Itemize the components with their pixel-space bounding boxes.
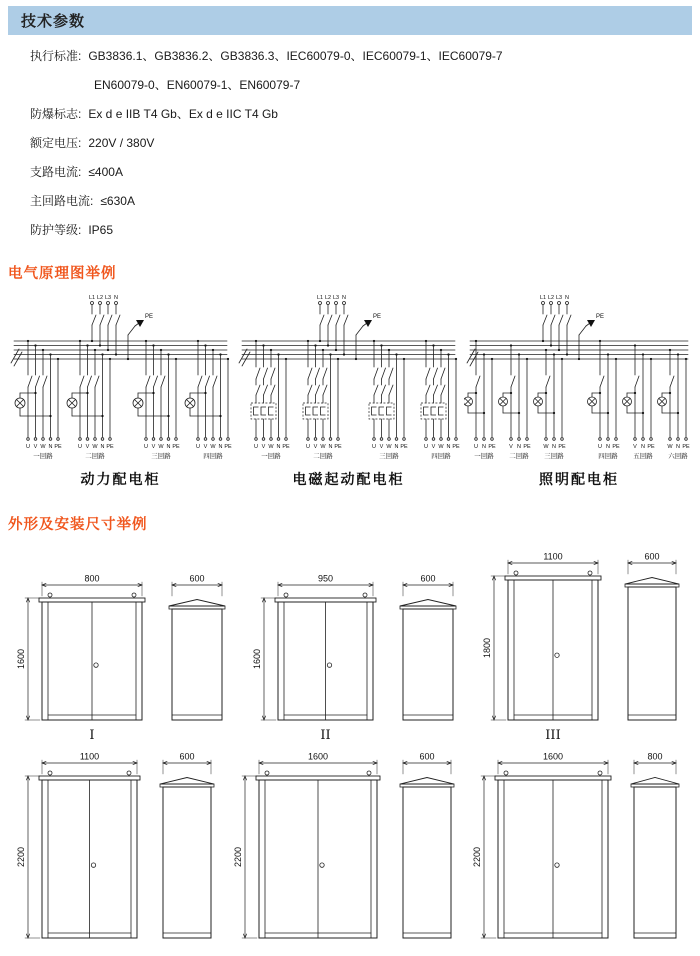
svg-text:一回路: 一回路 [33, 453, 53, 460]
spec-label: 防爆标志: [30, 107, 82, 121]
svg-text:V: V [633, 444, 637, 450]
svg-text:PE: PE [400, 444, 408, 450]
svg-text:N: N [394, 444, 399, 450]
svg-text:N: N [328, 444, 333, 450]
svg-text:PE: PE [373, 314, 382, 320]
schematic-caption: 动力配电柜 [80, 471, 161, 487]
svg-text:W: W [40, 444, 46, 450]
svg-text:一回路: 一回路 [474, 453, 494, 460]
cabinet-drawing-2 [246, 548, 467, 746]
svg-text:四回路: 四回路 [598, 453, 618, 460]
svg-text:V: V [85, 444, 90, 450]
spec-label: 主回路电流: [30, 194, 94, 208]
cabinet-drawing-6 [466, 748, 690, 948]
svg-text:U: U [196, 444, 200, 450]
svg-text:V: V [33, 444, 38, 450]
svg-text:PE: PE [558, 444, 566, 450]
svg-text:600: 600 [179, 751, 195, 762]
svg-text:V: V [509, 444, 513, 450]
svg-text:N: N [641, 444, 645, 450]
svg-text:三回路: 三回路 [151, 453, 171, 460]
svg-text:PE: PE [145, 314, 154, 320]
svg-text:W: W [92, 444, 98, 450]
power-cabinet-schematic-drawing [8, 289, 233, 467]
spec-row-main-current [30, 194, 700, 209]
svg-text:PE: PE [54, 444, 62, 450]
svg-text:PE: PE [488, 444, 496, 450]
dimension-examples-row-2 [0, 748, 700, 948]
section-title-dimensions: 外形及安装尺寸举例 [8, 517, 148, 533]
svg-text:W: W [158, 444, 164, 450]
svg-text:L3: L3 [555, 295, 563, 301]
svg-text:1800: 1800 [482, 637, 492, 659]
svg-text:N: N [114, 295, 118, 301]
svg-text:V: V [261, 444, 266, 450]
svg-text:W: W [667, 444, 673, 450]
svg-text:U: U [78, 444, 82, 450]
svg-text:W: W [438, 444, 444, 450]
svg-text:三回路: 三回路 [379, 453, 399, 460]
svg-text:PE: PE [106, 444, 114, 450]
svg-text:N: N [446, 444, 451, 450]
svg-text:N: N [606, 444, 610, 450]
schematic-caption: 电磁起动配电柜 [292, 471, 405, 487]
svg-text:N: N [100, 444, 105, 450]
svg-text:二回路: 二回路 [509, 453, 529, 460]
svg-text:L2: L2 [96, 295, 104, 301]
cabinet-drawing-5 [227, 748, 465, 948]
spec-value: ≤400A [88, 165, 123, 179]
spec-list [30, 49, 700, 238]
schematic-lighting-cabinet [464, 289, 694, 489]
svg-text:800: 800 [647, 751, 663, 762]
svg-text:L2: L2 [324, 295, 332, 301]
cabinet-drawing-4 [10, 748, 225, 948]
svg-text:600: 600 [419, 573, 436, 584]
svg-text:PE: PE [334, 444, 342, 450]
svg-text:U: U [144, 444, 148, 450]
schematic-power-cabinet [8, 289, 233, 489]
spec-value: ≤630A [100, 194, 135, 208]
svg-text:2200: 2200 [472, 846, 482, 868]
page-title: 技术参数 [8, 6, 692, 35]
spec-label: 防护等级: [30, 223, 82, 237]
svg-text:U: U [424, 444, 428, 450]
svg-text:N: N [48, 444, 53, 450]
spec-value-standards-line2: EN60079-0、EN60079-1、EN60079-7 [94, 78, 301, 92]
svg-text:W: W [386, 444, 392, 450]
svg-text:I: I [89, 728, 95, 743]
svg-text:2200: 2200 [232, 846, 243, 868]
svg-text:600: 600 [644, 551, 660, 562]
svg-text:U: U [254, 444, 258, 450]
spec-row-rated-voltage [30, 136, 700, 151]
svg-text:L3: L3 [104, 295, 112, 301]
svg-text:N: N [552, 444, 556, 450]
svg-text:1600: 1600 [16, 648, 26, 670]
schematic-caption: 照明配电柜 [539, 471, 619, 487]
svg-text:N: N [676, 444, 680, 450]
spec-label: 额定电压: [30, 136, 82, 150]
svg-text:五回路: 五回路 [633, 453, 653, 460]
svg-text:N: N [517, 444, 521, 450]
svg-text:1100: 1100 [543, 551, 563, 562]
spec-row-branch-current [30, 165, 700, 180]
svg-text:PE: PE [596, 314, 605, 320]
svg-text:N: N [166, 444, 171, 450]
svg-text:950: 950 [317, 573, 333, 584]
svg-text:N: N [482, 444, 486, 450]
svg-text:1600: 1600 [542, 751, 564, 762]
cabinet-drawing-3 [476, 548, 690, 746]
svg-text:U: U [306, 444, 310, 450]
svg-text:一回路: 一回路 [261, 453, 281, 460]
svg-text:V: V [379, 444, 384, 450]
svg-text:PE: PE [647, 444, 655, 450]
spec-value: 220V / 380V [88, 136, 155, 150]
svg-text:III: III [545, 728, 561, 743]
svg-text:L1: L1 [539, 295, 547, 301]
svg-text:V: V [151, 444, 156, 450]
spec-label: 支路电流: [30, 165, 82, 179]
svg-text:三回路: 三回路 [544, 453, 564, 460]
svg-text:600: 600 [418, 751, 435, 762]
spec-row-ex-marking [30, 107, 700, 122]
svg-text:二回路: 二回路 [313, 453, 333, 460]
svg-text:V: V [203, 444, 208, 450]
svg-text:PE: PE [224, 444, 232, 450]
spec-value: GB3836.1、GB3836.2、GB3836.3、IEC60079-0、IEC60079-1、IEC60079-7 [88, 49, 503, 63]
svg-text:L1: L1 [316, 295, 324, 301]
svg-text:N: N [276, 444, 281, 450]
lighting-cabinet-schematic-drawing [464, 289, 694, 467]
svg-text:800: 800 [84, 573, 100, 584]
svg-text:W: W [210, 444, 216, 450]
svg-text:PE: PE [282, 444, 290, 450]
svg-text:U: U [26, 444, 30, 450]
spec-value: Ex d e IIB T4 Gb、Ex d e IIC T4 Gb [88, 107, 278, 121]
svg-text:1600: 1600 [307, 751, 328, 762]
svg-text:四回路: 四回路 [203, 453, 223, 460]
dimension-examples-row-1 [0, 548, 700, 746]
svg-text:U: U [598, 444, 602, 450]
svg-text:N: N [218, 444, 223, 450]
svg-text:1600: 1600 [251, 648, 262, 670]
svg-text:PE: PE [612, 444, 620, 450]
svg-text:600: 600 [189, 573, 205, 584]
svg-text:1100: 1100 [79, 751, 100, 762]
svg-text:U: U [474, 444, 478, 450]
starter-cabinet-schematic-drawing [236, 289, 461, 467]
svg-text:2200: 2200 [16, 846, 26, 868]
svg-text:L3: L3 [332, 295, 340, 301]
schematic-examples [0, 283, 700, 489]
svg-text:L1: L1 [88, 295, 96, 301]
cabinet-drawing-1 [10, 548, 236, 746]
schematic-starter-cabinet [236, 289, 461, 489]
svg-text:L2: L2 [547, 295, 555, 301]
svg-text:II: II [319, 728, 331, 743]
svg-text:U: U [372, 444, 376, 450]
svg-text:N: N [342, 295, 346, 301]
svg-text:W: W [320, 444, 326, 450]
svg-text:四回路: 四回路 [431, 453, 451, 460]
section-title-schematic: 电气原理图举例 [8, 266, 117, 282]
svg-text:N: N [565, 295, 569, 301]
svg-text:V: V [431, 444, 436, 450]
svg-text:六回路: 六回路 [668, 453, 688, 460]
svg-text:W: W [543, 444, 549, 450]
svg-text:W: W [268, 444, 274, 450]
spec-row-ip-rating [30, 223, 700, 238]
svg-text:PE: PE [452, 444, 460, 450]
svg-text:PE: PE [172, 444, 180, 450]
spec-label: 执行标准: [30, 49, 82, 63]
svg-text:V: V [313, 444, 318, 450]
spec-row-standards [30, 49, 700, 64]
svg-text:二回路: 二回路 [85, 453, 105, 460]
spec-value: IP65 [88, 223, 114, 237]
svg-text:PE: PE [523, 444, 531, 450]
svg-text:PE: PE [682, 444, 690, 450]
